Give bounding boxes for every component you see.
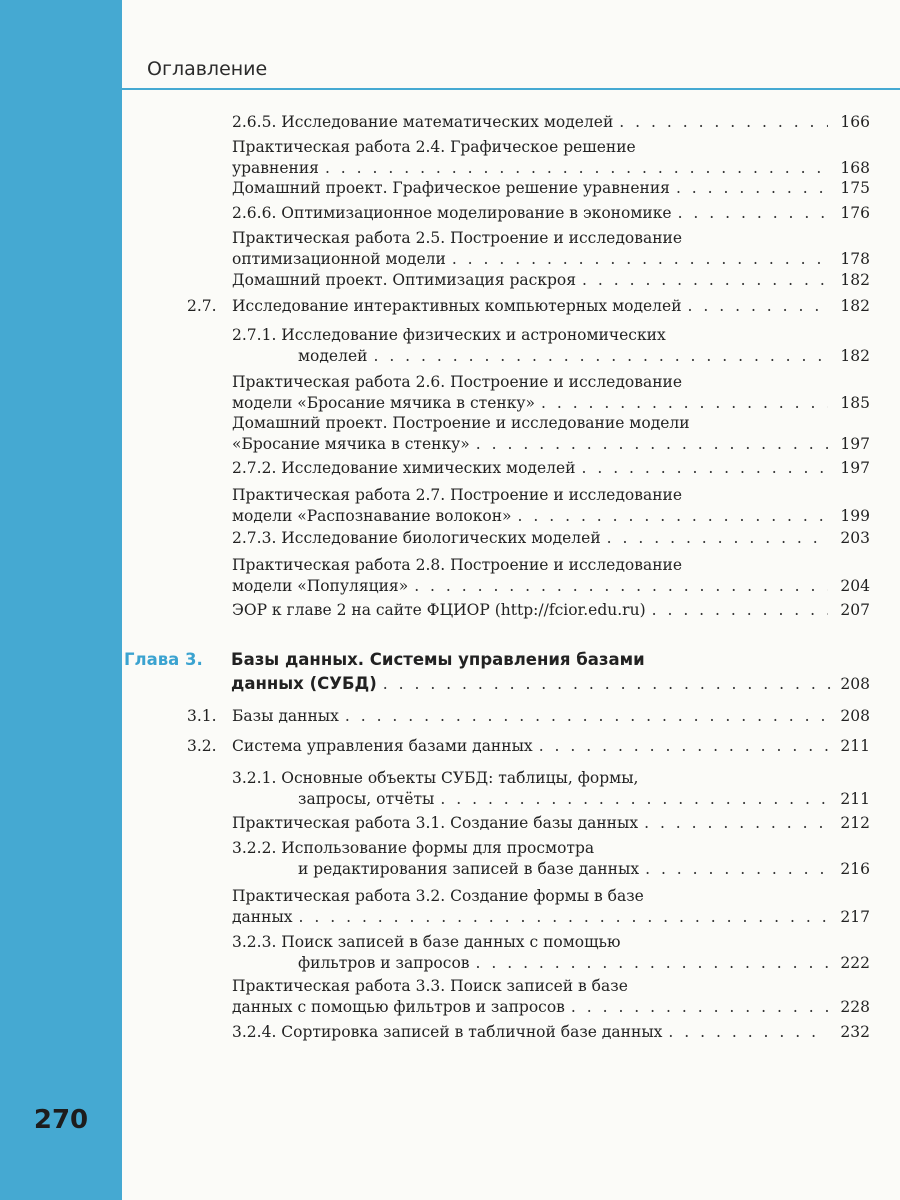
entry-title: Практическая работа 2.7. Построение и исследование	[232, 486, 683, 504]
leader-dots	[518, 506, 828, 527]
toc-entry[interactable]	[232, 528, 870, 549]
entry-title: Практическая работа 3.3. Поиск записей в базе	[232, 977, 628, 995]
entry-page: 185	[840, 394, 870, 412]
leader-dots	[676, 178, 828, 199]
leader-dots	[345, 706, 828, 727]
entry-title-cont: модели «Бросание мячика в стенку»	[232, 394, 535, 412]
chapter-label: Глава 3.	[124, 650, 203, 669]
entry-page: 166	[840, 113, 870, 131]
entry-page: 232	[840, 1023, 870, 1041]
entry-title: Практическая работа 2.6. Построение и исследование	[232, 373, 683, 391]
entry-page: 182	[840, 347, 870, 365]
entry-title: Практическая работа 2.8. Построение и исследование	[232, 556, 683, 574]
entry-title-cont: оптимизационной модели	[232, 250, 446, 268]
entry-page: 228	[840, 998, 870, 1016]
entry-page: 176	[840, 204, 870, 222]
entry-page: 178	[840, 250, 870, 268]
entry-page: 212	[840, 814, 870, 832]
toc-entry[interactable]	[232, 932, 870, 974]
entry-title: ЭОР к главе 2 на сайте ФЦИОР (http://fcior.edu.ru)	[232, 601, 646, 619]
entry-page: 182	[840, 297, 870, 315]
toc-entry[interactable]	[232, 600, 870, 621]
toc-entry[interactable]	[232, 813, 870, 834]
entry-title-cont: запросы, отчёты	[298, 790, 435, 808]
entry-title: 3.2.4. Сортировка записей в табличной базе данных	[232, 1023, 663, 1041]
toc-entry[interactable]	[232, 325, 870, 367]
entry-page: 208	[840, 707, 870, 725]
section-number: 3.1.	[187, 707, 217, 725]
entry-page: 175	[840, 179, 870, 197]
entry-page: 204	[840, 577, 870, 595]
entry-title-cont: «Бросание мячика в стенку»	[232, 435, 470, 453]
leader-dots	[652, 600, 828, 621]
toc-entry[interactable]	[232, 458, 870, 479]
entry-title-cont: модели «Популяция»	[232, 577, 409, 595]
chapter-title-cont: данных (СУБД)	[231, 674, 377, 693]
section-number: 2.7.	[187, 297, 217, 315]
entry-title: Практическая работа 2.5. Построение и исследование	[232, 229, 683, 247]
entry-title: Домашний проект. Графическое решение уравнения	[232, 179, 670, 197]
entry-title: Домашний проект. Оптимизация раскроя	[232, 271, 577, 289]
toc-entry[interactable]	[232, 706, 870, 727]
toc-entry[interactable]	[232, 270, 870, 291]
toc-entry[interactable]	[232, 112, 870, 133]
toc-entry[interactable]	[232, 838, 870, 880]
toc-entry[interactable]	[232, 413, 870, 455]
toc-entry[interactable]	[232, 203, 870, 224]
chapter-page: 208	[840, 675, 870, 693]
toc-entry[interactable]	[232, 228, 870, 270]
entry-page: 207	[840, 601, 870, 619]
toc-entry[interactable]	[232, 886, 870, 928]
toc-entry[interactable]	[232, 137, 870, 179]
entry-title: 2.6.5. Исследование математических моделей	[232, 113, 614, 131]
leader-dots	[539, 736, 828, 757]
leader-dots	[452, 249, 828, 270]
toc-entry[interactable]	[232, 976, 870, 1018]
entry-page: 211	[840, 790, 870, 808]
entry-title: Система управления базами данных	[232, 737, 533, 755]
page-header-title: Оглавление	[147, 58, 268, 80]
leader-dots	[414, 576, 828, 597]
entry-title: Базы данных	[232, 707, 339, 725]
toc-entry[interactable]	[232, 485, 870, 527]
entry-title: Практическая работа 2.4. Графическое решение	[232, 138, 636, 156]
entry-page: 199	[840, 507, 870, 525]
entry-page: 182	[840, 271, 870, 289]
leader-dots	[476, 434, 828, 455]
section-number: 3.2.	[187, 737, 217, 755]
entry-title: 3.2.3. Поиск записей в базе данных с помощью	[232, 933, 621, 951]
leader-dots	[678, 203, 828, 224]
entry-title-cont: моделей	[298, 347, 368, 365]
entry-page: 197	[840, 435, 870, 453]
toc-entry[interactable]	[232, 555, 870, 597]
entry-page: 168	[840, 159, 870, 177]
entry-title-cont: модели «Распознавание волокон»	[232, 507, 512, 525]
entry-title: Исследование интерактивных компьютерных моделей	[232, 297, 682, 315]
entry-page: 211	[840, 737, 870, 755]
entry-page: 197	[840, 459, 870, 477]
toc-entry[interactable]	[232, 296, 870, 317]
entry-page: 203	[840, 529, 870, 547]
entry-title-cont: уравнения	[232, 159, 319, 177]
entry-page: 217	[840, 908, 870, 926]
leader-dots	[571, 997, 828, 1018]
entry-title-cont: данных с помощью фильтров и запросов	[232, 998, 565, 1016]
entry-title: 2.7.2. Исследование химических моделей	[232, 459, 576, 477]
entry-title: Домашний проект. Построение и исследование модели	[232, 414, 690, 432]
leader-dots	[582, 458, 829, 479]
entry-title: 2.7.1. Исследование физических и астрономических	[232, 326, 666, 344]
leader-dots	[476, 953, 828, 974]
leader-dots	[644, 813, 828, 834]
toc-entry[interactable]	[232, 372, 870, 414]
toc-entry[interactable]	[232, 736, 870, 757]
leader-dots	[619, 112, 828, 133]
leader-dots	[373, 346, 828, 367]
leader-dots	[645, 859, 828, 880]
entry-title-cont: и редактирования записей в базе данных	[298, 860, 640, 878]
entry-title-cont: данных	[232, 908, 293, 926]
leader-dots	[668, 1022, 828, 1043]
entry-page: 222	[840, 954, 870, 972]
entry-title: 2.6.6. Оптимизационное моделирование в экономике	[232, 204, 672, 222]
entry-title: Практическая работа 3.2. Создание формы в базе	[232, 887, 644, 905]
toc-entry[interactable]	[232, 768, 870, 810]
leader-dots	[440, 789, 828, 810]
toc-entry[interactable]	[232, 178, 870, 199]
chapter-title: Базы данных. Системы управления базами	[231, 650, 645, 669]
leader-dots	[688, 296, 828, 317]
leader-dots	[383, 672, 835, 696]
entry-title: 3.2.2. Использование формы для просмотра	[232, 839, 595, 857]
entry-title: 3.2.1. Основные объекты СУБД: таблицы, формы,	[232, 769, 639, 787]
leader-dots	[299, 907, 828, 928]
entry-page: 216	[840, 860, 870, 878]
entry-title: 2.7.3. Исследование биологических моделей	[232, 529, 601, 547]
leader-dots	[325, 158, 828, 179]
leader-dots	[582, 270, 828, 291]
entry-title: Практическая работа 3.1. Создание базы данных	[232, 814, 639, 832]
leader-dots	[607, 528, 828, 549]
leader-dots	[541, 393, 828, 414]
toc-entry[interactable]	[232, 1022, 870, 1043]
page-number: 270	[0, 1098, 122, 1158]
entry-title-cont: фильтров и запросов	[298, 954, 470, 972]
